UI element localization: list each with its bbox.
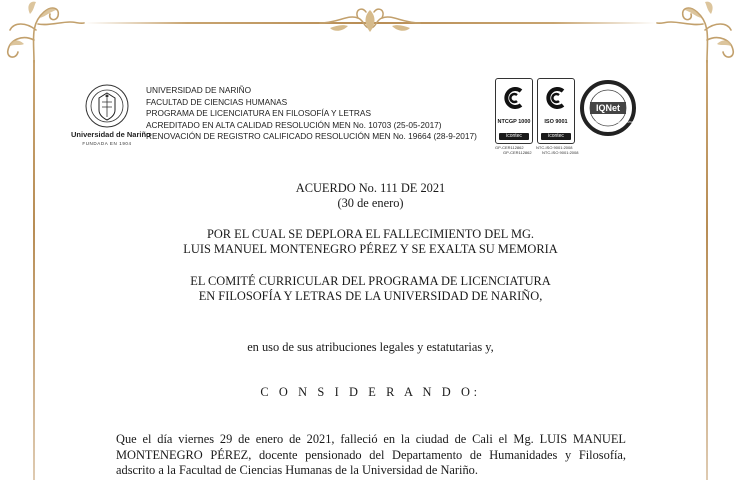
top-center-ornament [318,6,422,40]
subject-line-1: POR EL CUAL SE DEPLORA EL FALLECIMIENTO DEL MG. [206,227,535,241]
certification-brand: icontec [541,133,571,140]
institution-header [146,85,477,143]
logo-founded-text: FUNDADA EN 1904 [82,141,132,146]
accreditation-line: ACREDITADO EN ALTA CALIDAD RESOLUCIÓN MEN No. 10703 (25-05-2017) [146,119,442,130]
frame-left-line [33,60,35,480]
certification-note: NTC-ISO 9001:2008 NTC-ISO 9001:2008 [536,145,579,155]
icontec-logo-icon [501,85,527,111]
corner-ornament-top-left [0,0,85,70]
frame-right-line [706,60,708,480]
certification-badge-ntcgp [495,78,533,144]
certification-code: ISO 9001 [544,119,568,125]
certification-badges [492,78,642,160]
committee-line-1: EL COMITÉ CURRICULAR DEL PROGRAMA DE LICENCIATURA [190,274,551,288]
icontec-logo-icon [543,85,569,111]
iqnet-ring-text: CERTIFIED MANAGEMENT SYSTEM [590,121,635,124]
logo-brand-name: Universidad de Nariño [71,130,151,139]
corner-ornament-top-right [661,0,741,70]
university-logo [71,84,151,152]
powers-statement: en uso de sus atribuciones legales y estatutarias y, [247,340,494,354]
certification-code: NTCGP 1000 [497,119,531,125]
iqnet-label: IQNet [595,103,620,113]
certification-note: GP-CER112862 GP-CER112862 [495,145,532,155]
university-seal-icon [85,84,129,128]
certification-badge-iso [537,78,575,144]
first-considering-paragraph: Que el día viernes 29 de enero de 2021, falleció en la ciudad de Cali el Mg. LUIS MANUEL MONTENEGRO PÉREZ, docente pensionado del Departamento de Humanidades y Filosofía, adscrito a la Facultad de Ciencias Humanas de la Universidad de Nariño. [116,432,626,477]
certification-brand: icontec [499,133,529,140]
agreement-date: (30 de enero) [337,196,404,210]
university-name: UNIVERSIDAD DE NARIÑO [146,85,252,95]
committee-line-2: EN FILOSOFÍA Y LETRAS DE LA UNIVERSIDAD DE NARIÑO, [198,289,543,303]
program-name: PROGRAMA DE LICENCIATURA EN FILOSOFÍA Y LETRAS [146,108,371,119]
faculty-name: FACULTAD DE CIENCIAS HUMANAS [146,96,288,107]
renewal-line: RENOVACIÓN DE REGISTRO CALIFICADO RESOLUCIÓN MEN No. 19664 (28-9-2017) [146,131,477,142]
subject-line-2: LUIS MANUEL MONTENEGRO PÉREZ Y SE EXALTA SU MEMORIA [183,242,558,256]
agreement-number: ACUERDO No. 111 DE 2021 [295,181,446,195]
considering-heading: C O N S I D E R A N D O: [260,385,481,399]
